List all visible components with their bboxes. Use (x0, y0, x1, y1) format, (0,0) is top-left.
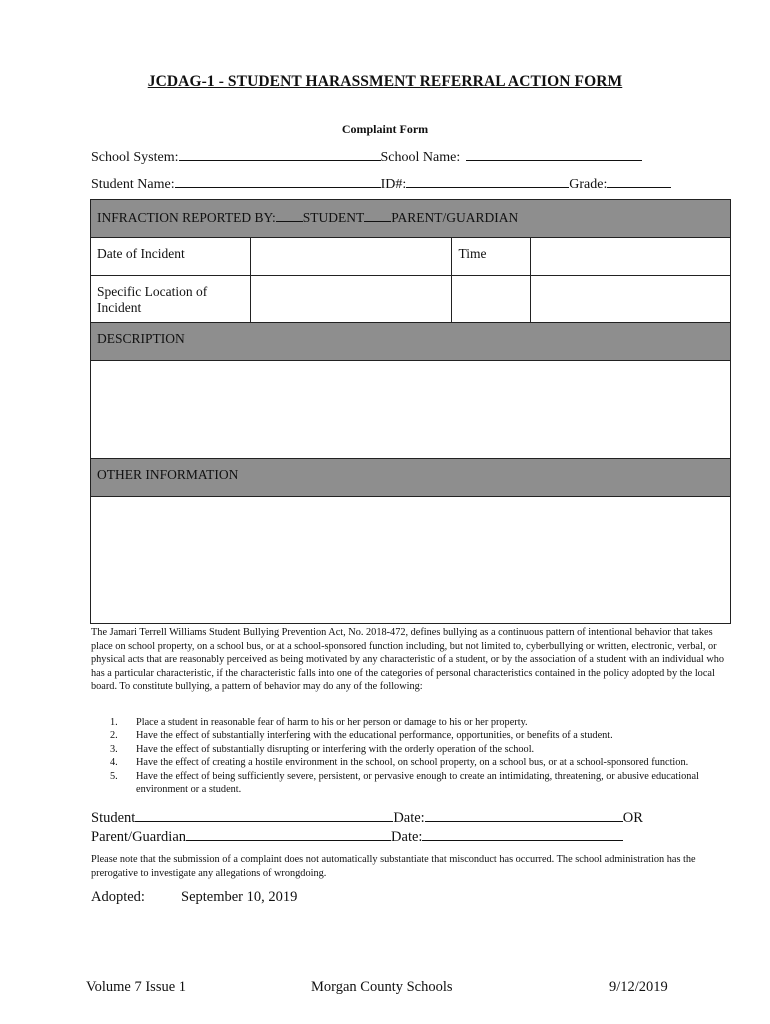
adopted-label: Adopted: (91, 889, 145, 905)
location-extra-cell[interactable] (452, 276, 531, 323)
location-label: Specific Location of Incident (91, 276, 251, 323)
student-name-field[interactable] (175, 173, 381, 188)
student-check-blank[interactable] (276, 208, 303, 222)
incident-table (90, 199, 731, 624)
school-system-label: School System: (91, 150, 179, 165)
infraction-header (91, 200, 731, 238)
school-name-field[interactable] (466, 146, 642, 161)
parent-date-label: Date: (391, 829, 423, 845)
infraction-parent: PARENT/GUARDIAN (391, 210, 519, 225)
student-signature-field[interactable] (135, 806, 393, 822)
student-name-row (91, 173, 671, 193)
or-label: OR (622, 810, 643, 826)
definition-paragraph: The Jamari Terrell Williams Student Bullying Prevention Act, No. 2018-472, defines bullying as a continuous pattern of intentional behavior that takes place on school property, on a school bus, or at a school-sponsored function including, but not limited to, cyberbullying or written, electronic, verbal, or physical acts that are reasonably perceived as being motivated by any characteristic of a student, or by the association of a student with an individual who has a particular characteristic, if the characteristic falls into one of the categories of personal characteristics contained in the policy adopted by the local board. To constitute bullying, a pattern of behavior may do any of the following: (91, 627, 725, 693)
description-field[interactable] (91, 361, 731, 459)
date-of-incident-label: Date of Incident (91, 238, 251, 276)
school-system-row (91, 146, 642, 166)
list-item: 2. Have the effect of substantially interfering with the educational performance, opportunities, or benefits of a student. (110, 730, 613, 742)
infraction-label: INFRACTION REPORTED BY: (97, 210, 276, 225)
student-signature-label: Student (91, 810, 136, 826)
parent-check-blank[interactable] (364, 208, 391, 222)
parent-date-field[interactable] (422, 825, 623, 841)
id-label: ID#: (380, 177, 407, 192)
parent-signature-field[interactable] (186, 825, 391, 841)
student-name-label: Student Name: (91, 177, 175, 192)
grade-field[interactable] (607, 173, 671, 188)
list-item: 1. Place a student in reasonable fear of harm to his or her person or damage to his or her property. (110, 717, 528, 728)
other-information-field[interactable] (91, 497, 731, 624)
description-header: DESCRIPTION (91, 323, 731, 361)
adopted-date: September 10, 2019 (181, 889, 298, 905)
school-system-field[interactable] (179, 146, 381, 161)
list-item: 3. Have the effect of substantially disrupting or interfering with the orderly operation of the school. (110, 743, 535, 755)
list-item: 5. Have the effect of being sufficiently severe, persistent, or pervasive enough to create an intimidating, threatening, or abusive educational environment or a student. (110, 770, 699, 796)
parent-signature-label: Parent/Guardian (91, 829, 187, 845)
other-information-header: OTHER INFORMATION (91, 459, 731, 497)
list-item: 4. Have the effect of creating a hostile environment in the school, on school property, on a school bus, or at a school-sponsored function. (110, 757, 689, 769)
time-label: Time (452, 238, 531, 276)
bullying-criteria-list (110, 716, 750, 796)
student-date-field[interactable] (425, 806, 623, 822)
student-signature-row (91, 806, 643, 827)
form-subtitle: Complaint Form (341, 122, 429, 136)
form-title: JCDAG-1 - STUDENT HARASSMENT REFERRAL ACTION FORM (147, 73, 623, 90)
id-field[interactable] (406, 173, 569, 188)
parent-signature-row (91, 825, 623, 846)
grade-label: Grade: (569, 177, 608, 192)
footer-volume: Volume 7 Issue 1 (86, 979, 187, 995)
school-name-label: School Name: (380, 150, 461, 165)
location-extra-cell-2[interactable] (531, 276, 731, 323)
infraction-student: STUDENT (302, 210, 365, 225)
footer-organization: Morgan County Schools (311, 979, 453, 995)
footer-date: 9/12/2019 (609, 979, 668, 995)
disclaimer-note: Please note that the submission of a complaint does not automatically substantiate that misconduct has occurred. The school administration has the prerogative to investigate any allegations of wrongdoing. (91, 854, 696, 879)
date-of-incident-field[interactable] (250, 238, 452, 276)
location-field[interactable] (250, 276, 452, 323)
student-date-label: Date: (393, 810, 425, 826)
time-field[interactable] (531, 238, 731, 276)
